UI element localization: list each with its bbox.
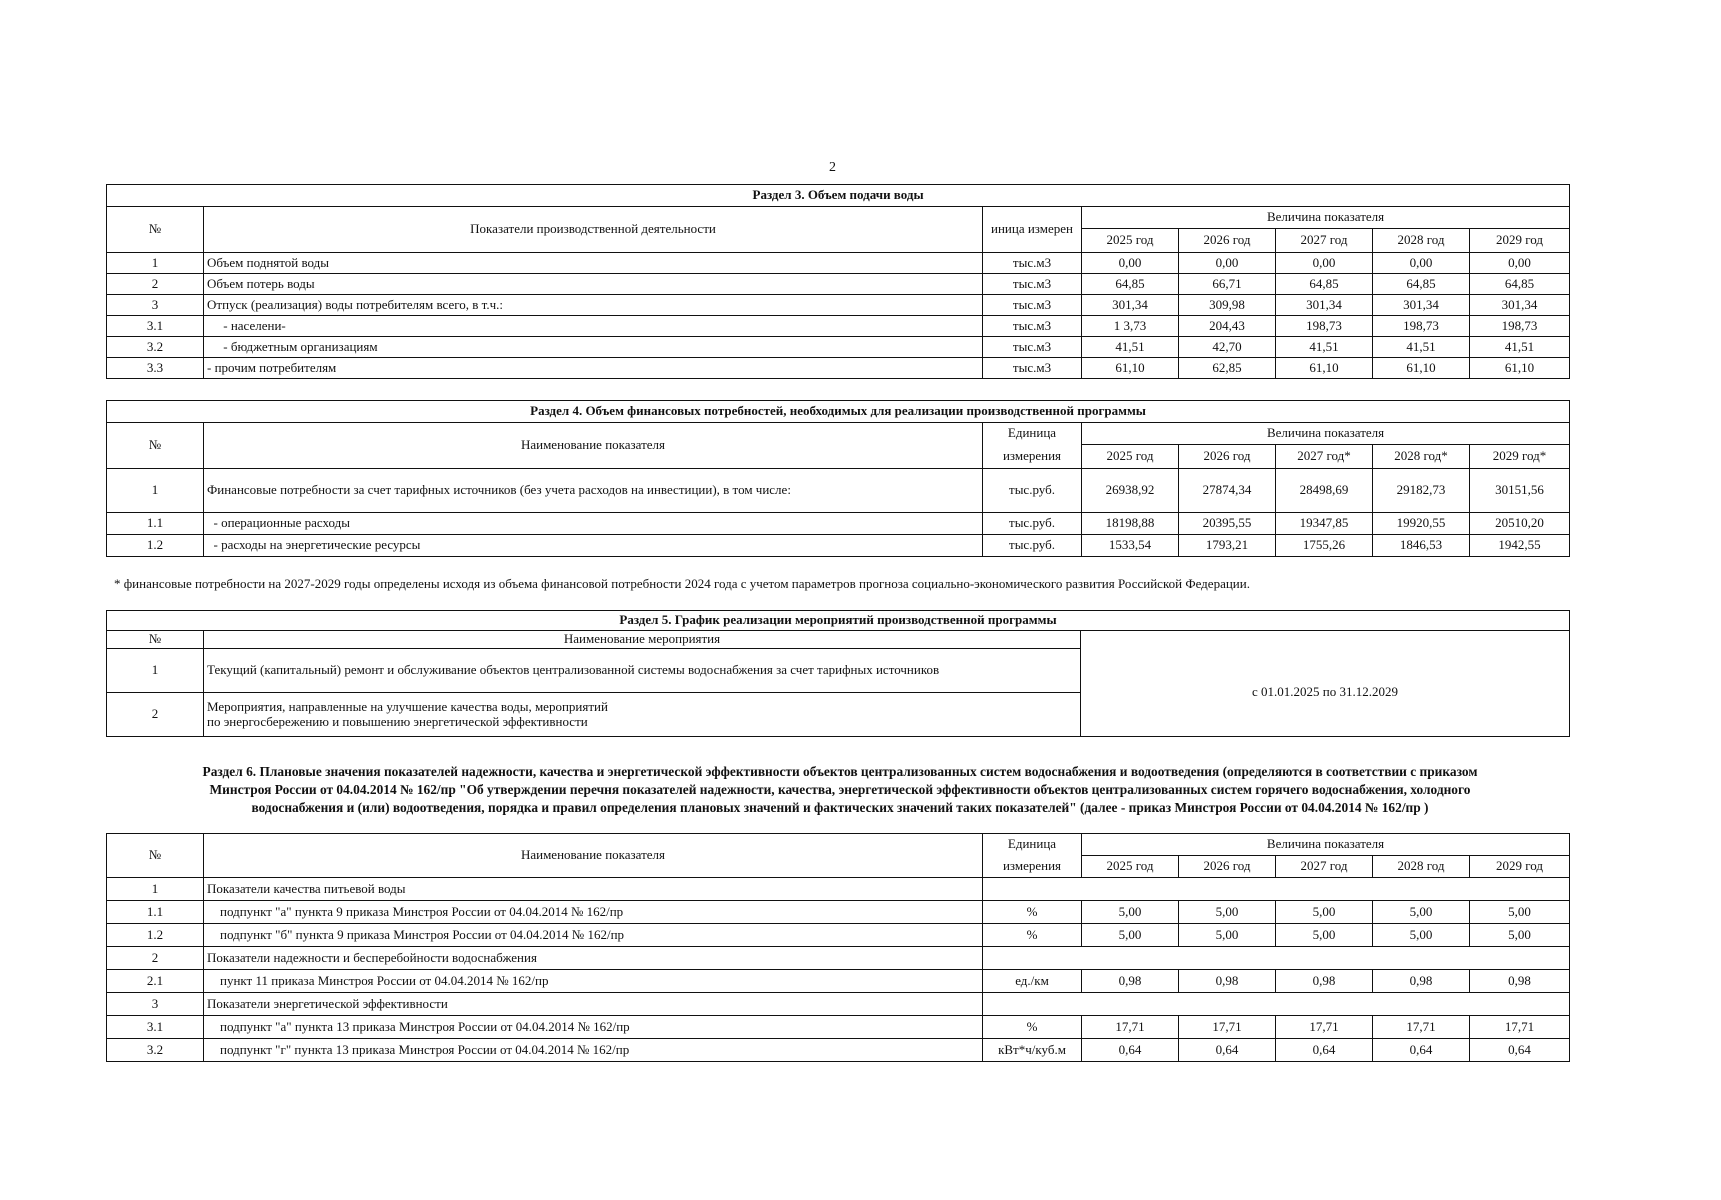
row-value: 41,51 [1276, 337, 1373, 358]
row-name: Текущий (капитальный) ремонт и обслуживание объектов централизованной системы водоснабжения за счет тарифных источников [204, 649, 1081, 693]
col-num-header: № [107, 631, 204, 649]
row-unit: тыс.м3 [983, 295, 1082, 316]
row-value: 19347,85 [1276, 513, 1373, 535]
row-value: 28498,69 [1276, 469, 1373, 513]
col-num-header: № [107, 423, 204, 469]
row-name-line-1: Мероприятия, направленные на улучшение качества воды, мероприятий [207, 698, 608, 714]
row-value: 5,00 [1276, 924, 1373, 947]
table-row [107, 1016, 1570, 1039]
row-unit: тыс.руб. [983, 469, 1082, 513]
table-row [107, 513, 1570, 535]
row-value: 0,00 [1082, 253, 1179, 274]
row-value: 64,85 [1082, 274, 1179, 295]
row-value: 66,71 [1179, 274, 1276, 295]
row-unit: % [983, 1016, 1082, 1039]
col-unit-header-2: измерения [983, 445, 1082, 469]
row-value: 301,34 [1082, 295, 1179, 316]
table-row [107, 535, 1570, 557]
year-cell: 2025 год [1082, 445, 1179, 469]
section-6-block [106, 833, 1569, 1062]
row-num: 1.1 [107, 901, 204, 924]
row-value: 0,00 [1276, 253, 1373, 274]
section-6-title [110, 763, 1570, 817]
row-name: - бюджетным организациям [204, 337, 983, 358]
row-value: 61,10 [1373, 358, 1470, 379]
table-row [107, 295, 1570, 316]
table-row [107, 1039, 1570, 1062]
row-unit: кВт*ч/куб.м [983, 1039, 1082, 1062]
row-name: подпункт "г" пункта 13 приказа Минстроя России от 04.04.2014 № 162/пр [204, 1039, 983, 1062]
row-value: 42,70 [1179, 337, 1276, 358]
row-value: 0,98 [1470, 970, 1570, 993]
section-5-title: Раздел 5. График реализации мероприятий производственной программы [107, 611, 1570, 631]
row-value: 5,00 [1373, 901, 1470, 924]
year-cell: 2029 год [1470, 856, 1570, 878]
row-num: 1.1 [107, 513, 204, 535]
row-num: 2 [107, 274, 204, 295]
table-row [107, 947, 1570, 970]
row-value: 61,10 [1276, 358, 1373, 379]
row-name: Показатели качества питьевой воды [204, 878, 983, 901]
row-value: 61,10 [1470, 358, 1570, 379]
row-num: 2.1 [107, 970, 204, 993]
row-num: 3.3 [107, 358, 204, 379]
col-unit-header: Единица [983, 834, 1082, 856]
year-cell: 2027 год* [1276, 445, 1373, 469]
table-row [107, 316, 1570, 337]
row-value: 198,73 [1373, 316, 1470, 337]
row-value: 5,00 [1470, 901, 1570, 924]
section-5-block [106, 610, 1569, 737]
row-name: - населени- [204, 316, 983, 337]
section-3-title: Раздел 3. Объем подачи воды [107, 185, 1570, 207]
row-name: Финансовые потребности за счет тарифных источников (без учета расходов на инвестиции), в том числе: [204, 469, 983, 513]
row-unit: тыс.м3 [983, 337, 1082, 358]
row-name-line-2: по энергосбережению и повышению энергетической эффективности [207, 713, 588, 729]
row-value: 5,00 [1276, 901, 1373, 924]
footnote: * финансовые потребности на 2027-2029 годы определены исходя из объема финансовой потребности 2024 года с учетом параметров прогноза социально-экономического развития Российской Федерации. [114, 576, 1250, 591]
table-row [107, 924, 1570, 947]
row-unit: тыс.м3 [983, 253, 1082, 274]
row-value: 17,71 [1082, 1016, 1179, 1039]
row-unit: тыс.м3 [983, 274, 1082, 295]
row-value: 5,00 [1179, 924, 1276, 947]
table-row [107, 337, 1570, 358]
row-value: 1755,26 [1276, 535, 1373, 557]
row-value: 30151,56 [1470, 469, 1570, 513]
row-unit: тыс.руб. [983, 513, 1082, 535]
year-cell: 2026 год [1179, 445, 1276, 469]
row-value: 204,43 [1179, 316, 1276, 337]
table-row [107, 901, 1570, 924]
row-num: 3.2 [107, 1039, 204, 1062]
year-cell: 2025 год [1082, 856, 1179, 878]
row-num: 1.2 [107, 924, 204, 947]
row-value: 5,00 [1082, 901, 1179, 924]
section-4-block [106, 400, 1569, 557]
row-value: 0,64 [1276, 1039, 1373, 1062]
year-cell: 2027 год [1276, 856, 1373, 878]
row-name: - расходы на энергетические ресурсы [204, 535, 983, 557]
row-value: 0,00 [1470, 253, 1570, 274]
table-row [107, 358, 1570, 379]
row-name [204, 693, 1081, 737]
row-value: 0,64 [1373, 1039, 1470, 1062]
row-value: 0,64 [1470, 1039, 1570, 1062]
row-value: 41,51 [1470, 337, 1570, 358]
year-cell: 2028 год* [1373, 445, 1470, 469]
table-row [107, 993, 1570, 1016]
row-unit: % [983, 901, 1082, 924]
row-unit: тыс.руб. [983, 535, 1082, 557]
col-unit-header: Единица [983, 423, 1082, 445]
row-num: 1.2 [107, 535, 204, 557]
row-value: 18198,88 [1082, 513, 1179, 535]
row-name: - операционные расходы [204, 513, 983, 535]
row-name: Показатели энергетической эффективности [204, 993, 983, 1016]
row-value: 1793,21 [1179, 535, 1276, 557]
section-5-table [106, 610, 1570, 737]
row-num: 1 [107, 878, 204, 901]
row-value: 1846,53 [1373, 535, 1470, 557]
row-value: 0,98 [1082, 970, 1179, 993]
row-value: 301,34 [1373, 295, 1470, 316]
col-unit-header: иница измерен [983, 207, 1082, 253]
row-name: пункт 11 приказа Минстроя России от 04.04.2014 № 162/пр [204, 970, 983, 993]
table-row [107, 649, 1570, 693]
row-name: Показатели надежности и бесперебойности водоснабжения [204, 947, 983, 970]
row-value: 17,71 [1470, 1016, 1570, 1039]
row-num: 3.1 [107, 316, 204, 337]
row-num: 2 [107, 947, 204, 970]
row-value: 62,85 [1179, 358, 1276, 379]
section-6-title-line-2: Минстроя России от 04.04.2014 № 162/пр "Об утверждении перечня показателей надежности, качества, энергетической эффективности объектов централизованных систем горячего водоснабжения, холодного [209, 782, 1471, 798]
row-value: 301,34 [1276, 295, 1373, 316]
table-row [107, 878, 1570, 901]
page-number: 2 [829, 160, 836, 175]
row-value: 26938,92 [1082, 469, 1179, 513]
table-row [107, 253, 1570, 274]
col-name-header: Наименование мероприятия [204, 631, 1081, 649]
row-value: 0,98 [1373, 970, 1470, 993]
col-name-header: Наименование показателя [204, 834, 983, 878]
section-3-table [106, 184, 1570, 379]
col-value-header: Величина показателя [1082, 423, 1570, 445]
col-unit-header-2: измерения [983, 856, 1082, 878]
row-unit: тыс.м3 [983, 358, 1082, 379]
group-blank [983, 993, 1570, 1016]
row-value: 64,85 [1373, 274, 1470, 295]
year-cell: 2028 год [1373, 229, 1470, 253]
row-value: 64,85 [1276, 274, 1373, 295]
year-cell: 2029 год* [1470, 445, 1570, 469]
row-num: 3.2 [107, 337, 204, 358]
row-value: 198,73 [1276, 316, 1373, 337]
row-value: 17,71 [1179, 1016, 1276, 1039]
row-num: 3 [107, 295, 204, 316]
row-value: 0,00 [1373, 253, 1470, 274]
row-value: 41,51 [1373, 337, 1470, 358]
col-num-header: № [107, 834, 204, 878]
row-value: 5,00 [1082, 924, 1179, 947]
row-unit: % [983, 924, 1082, 947]
row-value: 0,98 [1179, 970, 1276, 993]
row-unit: тыс.м3 [983, 316, 1082, 337]
col-value-header: Величина показателя [1082, 207, 1570, 229]
period-cell: с 01.01.2025 по 31.12.2029 [1081, 649, 1570, 737]
row-num: 1 [107, 649, 204, 693]
table-row [107, 970, 1570, 993]
row-name: Объем поднятой воды [204, 253, 983, 274]
section-3-block [106, 184, 1569, 379]
row-name: - прочим потребителям [204, 358, 983, 379]
row-value: 5,00 [1470, 924, 1570, 947]
row-value: 27874,34 [1179, 469, 1276, 513]
row-value: 29182,73 [1373, 469, 1470, 513]
row-value: 17,71 [1373, 1016, 1470, 1039]
row-value: 309,98 [1179, 295, 1276, 316]
row-value: 0,98 [1276, 970, 1373, 993]
year-cell: 2027 год [1276, 229, 1373, 253]
row-name: подпункт "а" пункта 9 приказа Минстроя России от 04.04.2014 № 162/пр [204, 901, 983, 924]
section-6-title-line-3: водоснабжения и (или) водоотведения, порядка и правил определения плановых значений и фактических значений таких показателей" (далее - приказ Минстроя России от 04.04.2014 № 162/пр ) [251, 800, 1429, 816]
row-value: 17,71 [1276, 1016, 1373, 1039]
row-num: 1 [107, 253, 204, 274]
row-name: подпункт "а" пункта 13 приказа Минстроя России от 04.04.2014 № 162/пр [204, 1016, 983, 1039]
row-num: 3 [107, 993, 204, 1016]
year-cell: 2025 год [1082, 229, 1179, 253]
row-name: Отпуск (реализация) воды потребителям всего, в т.ч.: [204, 295, 983, 316]
row-value: 20395,55 [1179, 513, 1276, 535]
col-name-header: Наименование показателя [204, 423, 983, 469]
row-num: 3.1 [107, 1016, 204, 1039]
row-num: 2 [107, 693, 204, 737]
row-num: 1 [107, 469, 204, 513]
row-value: 1533,54 [1082, 535, 1179, 557]
group-blank [983, 947, 1570, 970]
col-value-header: Величина показателя [1082, 834, 1570, 856]
row-value: 301,34 [1470, 295, 1570, 316]
section-4-table [106, 400, 1570, 557]
year-cell: 2029 год [1470, 229, 1570, 253]
row-value: 20510,20 [1470, 513, 1570, 535]
section-6-table [106, 833, 1570, 1062]
year-cell: 2028 год [1373, 856, 1470, 878]
row-value: 5,00 [1373, 924, 1470, 947]
row-value: 198,73 [1470, 316, 1570, 337]
row-value: 0,64 [1082, 1039, 1179, 1062]
year-cell: 2026 год [1179, 856, 1276, 878]
section-4-title: Раздел 4. Объем финансовых потребностей, необходимых для реализации производственной программы [107, 401, 1570, 423]
row-value: 61,10 [1082, 358, 1179, 379]
table-row [107, 274, 1570, 295]
row-unit: ед./км [983, 970, 1082, 993]
row-value: 64,85 [1470, 274, 1570, 295]
row-value: 5,00 [1179, 901, 1276, 924]
row-value: 19920,55 [1373, 513, 1470, 535]
row-value: 41,51 [1082, 337, 1179, 358]
section-6-title-line-1: Раздел 6. Плановые значения показателей надежности, качества и энергетической эффективности объектов централизованных систем водоснабжения и водоотведения (определяются в соответствии с приказом [202, 764, 1478, 779]
row-value: 1 3,73 [1082, 316, 1179, 337]
col-num-header: № [107, 207, 204, 253]
table-row [107, 469, 1570, 513]
row-name: подпункт "б" пункта 9 приказа Минстроя России от 04.04.2014 № 162/пр [204, 924, 983, 947]
row-value: 0,64 [1179, 1039, 1276, 1062]
period-header-blank [1081, 631, 1570, 649]
row-value: 1942,55 [1470, 535, 1570, 557]
year-cell: 2026 год [1179, 229, 1276, 253]
group-blank [983, 878, 1570, 901]
col-name-header: Показатели производственной деятельности [204, 207, 983, 253]
row-name: Объем потерь воды [204, 274, 983, 295]
row-value: 0,00 [1179, 253, 1276, 274]
